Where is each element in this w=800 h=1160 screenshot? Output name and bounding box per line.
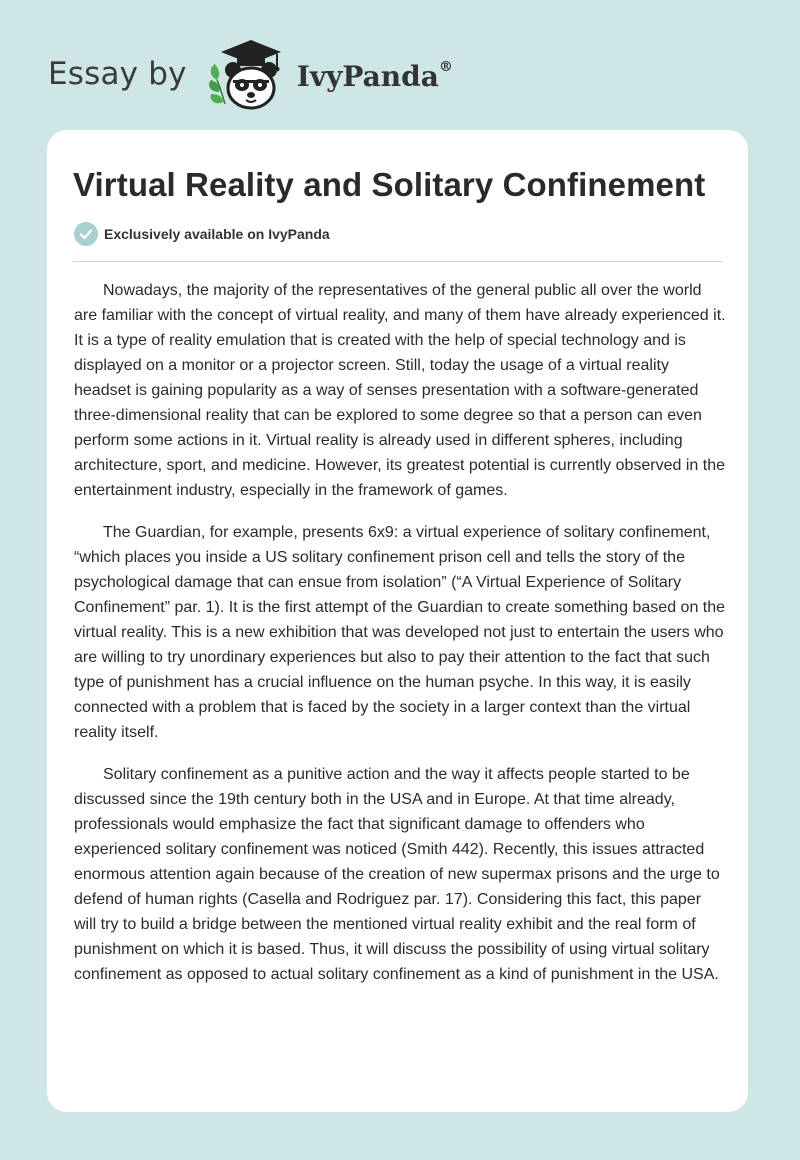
paragraph: Nowadays, the majority of the representatives of the general public all over the world are familiar with the concept of virtual reality, and many of them have already experienced it. It is a type of reality emulation that is created with the help of special technology and is displayed on a monitor or a projector screen. Still, today the usage of a virtual reality headset is gaining popularity as a way of senses presentation with a software-generated three-dimensional reality that can be explored to some degree so that a person can even perform some actions in it. Virtual reality is already used in different spheres, including architecture, sport, and medicine. However, its greatest potential is currently observed in the entertainment industry, especially in the framework of games. [74, 282, 726, 499]
essay-by-label: Essay by [48, 56, 187, 92]
brand-name[interactable]: IvyPanda® [296, 59, 453, 93]
page-title: Virtual Reality and Solitary Confinement [73, 166, 706, 203]
site-header [48, 34, 453, 114]
divider [73, 261, 722, 262]
exclusive-label: Exclusively available on IvyPanda [104, 226, 330, 242]
panda-graduate-icon [203, 34, 293, 114]
check-icon [74, 222, 98, 246]
registered-mark: ® [438, 59, 453, 76]
essay-card [47, 130, 748, 1112]
essay-body [74, 278, 726, 1004]
paragraph: Solitary confinement as a punitive action and the way it affects people started to be discussed since the 19th century both in the USA and in Europe. At that time already, professionals would emphasize the fact that significant damage to offenders who experienced solitary confinement was noticed (Smith 442). Recently, this issues attracted enormous attention again because of the creation of new supermax prisons and the urge to defend of human rights (Casella and Rodriguez par. 17). Considering this fact, this paper will try to build a bridge between the mentioned virtual reality exhibit and the real form of punishment on which it is based. Thus, it will discuss the possibility of using virtual solitary confinement as opposed to actual solitary confinement as a kind of punishment in the USA. [74, 766, 720, 983]
exclusive-badge [74, 222, 330, 246]
paragraph: The Guardian, for example, presents 6x9: a virtual experience of solitary confinement, “which places you inside a US solitary confinement prison cell and tells the story of the psychological damage that can ensue from isolation” (“A Virtual Experience of Solitary Confinement” par. 1). It is the first attempt of the Guardian to create something based on the virtual reality. This is a new exhibition that was developed not just to entertain the users who are willing to try unordinary experiences but also to pay their attention to the fact that such type of punishment has a crucial influence on the human psyche. In this way, it is easily connected with a problem that is faced by the society in a larger context than the virtual reality itself. [74, 524, 726, 741]
